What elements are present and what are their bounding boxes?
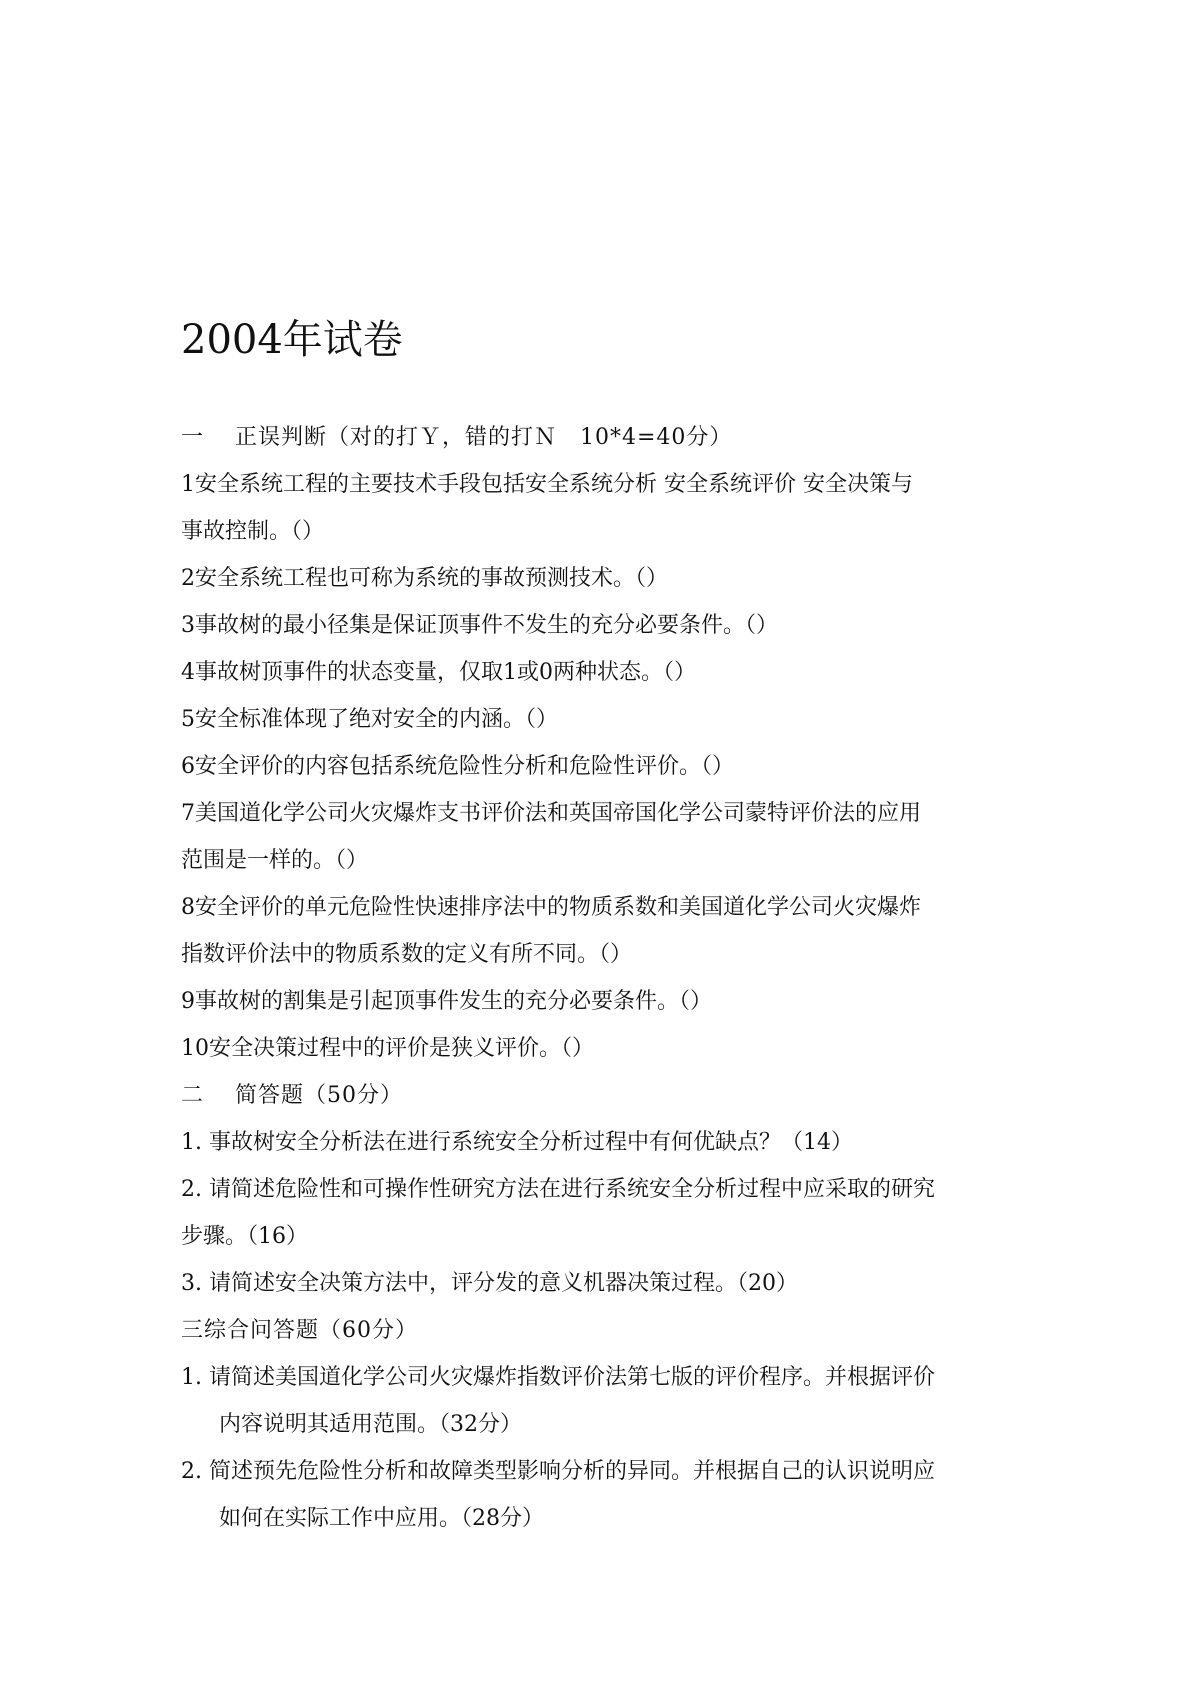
exam-content	[181, 414, 1021, 1542]
short-answer-2-line-1: 2. 请简述危险性和可操作性研究方法在进行系统安全分析过程中应采取的研究	[181, 1177, 935, 1202]
question-7-line-1: 7美国道化学公司火灾爆炸支书评价法和英国帝国化学公司蒙特评价法的应用	[181, 801, 921, 826]
section1-heading: 一 正误判断（对的打Ｙ，错的打Ｎ 10*4=40分）	[181, 425, 733, 450]
essay-1-line-2: 内容说明其适用范围。（32分）	[219, 1412, 522, 1437]
short-answer-1: 1. 事故树安全分析法在进行系统安全分析过程中有何优缺点？（14）	[181, 1130, 853, 1155]
question-6: 6安全评价的内容包括系统危险性分析和危险性评价。（）	[181, 754, 734, 779]
short-answer-3: 3. 请简述安全决策方法中，评分发的意义机器决策过程。（20）	[181, 1271, 798, 1296]
question-5: 5安全标准体现了绝对安全的内涵。（）	[181, 707, 558, 732]
essay-2-line-1: 2. 简述预先危险性分析和故障类型影响分析的异同。并根据自己的认识说明应	[181, 1459, 935, 1484]
essay-1-line-1: 1. 请简述美国道化学公司火灾爆炸指数评价法第七版的评价程序。并根据评价	[181, 1365, 935, 1390]
section2-heading: 二 简答题（50分）	[181, 1083, 403, 1108]
document-title: 2004年试卷	[181, 317, 403, 363]
question-9: 9事故树的割集是引起顶事件发生的充分必要条件。（）	[181, 989, 712, 1014]
question-1-line-2: 事故控制。（）	[181, 519, 325, 544]
section3-heading: 三综合问答题（60分）	[181, 1318, 418, 1343]
short-answer-2-line-2: 步骤。（16）	[181, 1224, 308, 1249]
question-4: 4事故树顶事件的状态变量，仅取1或0两种状态。（）	[181, 660, 696, 685]
question-1-line-1: 1安全系统工程的主要技术手段包括安全系统分析 安全系统评价 安全决策与	[181, 472, 913, 497]
question-8-line-1: 8安全评价的单元危险性快速排序法中的物质系数和美国道化学公司火灾爆炸	[181, 895, 921, 920]
question-3: 3事故树的最小径集是保证顶事件不发生的充分必要条件。（）	[181, 613, 778, 638]
question-10: 10安全决策过程中的评价是狭义评价。（）	[181, 1036, 594, 1061]
question-2: 2安全系统工程也可称为系统的事故预测技术。（）	[181, 566, 668, 591]
essay-2-line-2: 如何在实际工作中应用。（28分）	[219, 1506, 544, 1531]
question-7-line-2: 范围是一样的。（）	[181, 848, 369, 873]
question-8-line-2: 指数评价法中的物质系数的定义有所不同。（）	[181, 942, 633, 967]
